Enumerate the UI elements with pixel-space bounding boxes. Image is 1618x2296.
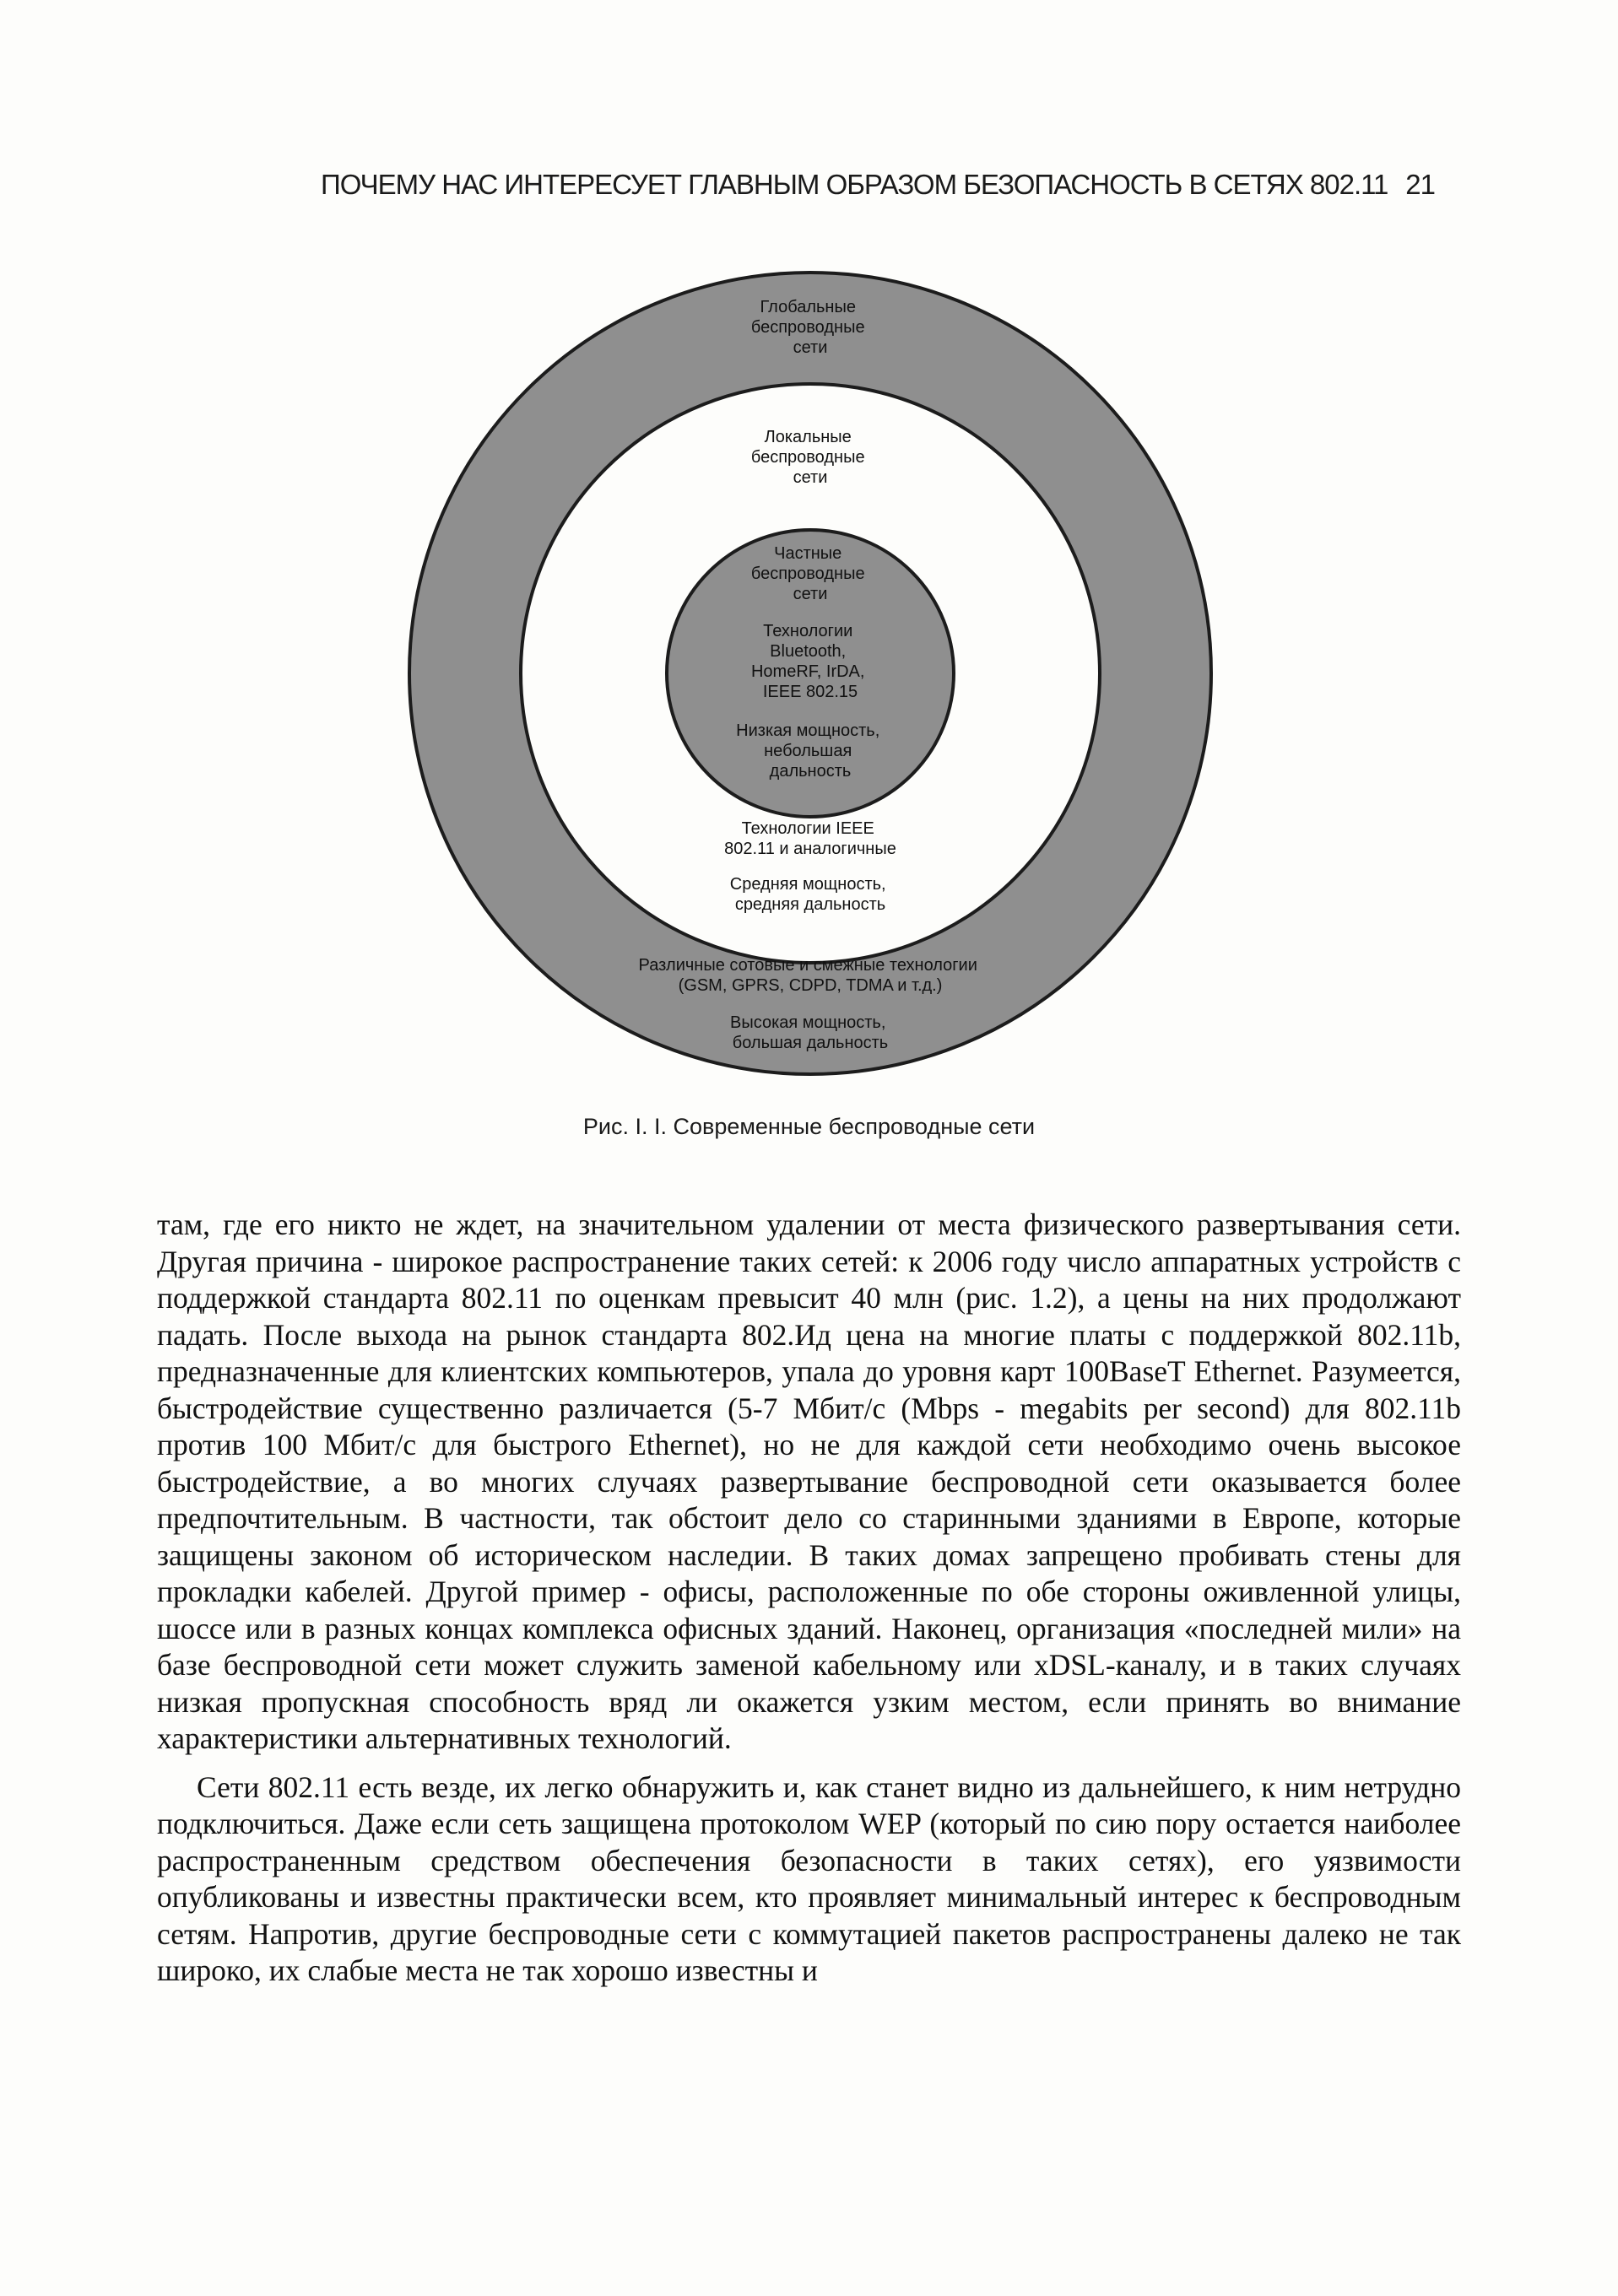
outer-tech-line: (GSM, GPRS, CDPD, TDMA и т.д.) xyxy=(678,976,943,995)
inner-tech-line: Bluetooth, xyxy=(770,642,847,661)
body-text xyxy=(157,1207,1461,1990)
inner-tech-line: IEEE 802.15 xyxy=(762,683,858,701)
outer-title-line: беспроводные xyxy=(750,318,865,337)
running-title: ПОЧЕМУ НАС ИНТЕРЕСУЕТ ГЛАВНЫМ ОБРАЗОМ БЕЗОПАСНОСТЬ В СЕТЯХ 802.11 xyxy=(321,169,1388,200)
figure-caption: Рис. I. I. Современные беспроводные сети xyxy=(582,1114,1036,1139)
middle-title-line: беспроводные xyxy=(750,448,865,467)
outer-title-line: сети xyxy=(793,338,828,357)
outer-power-line: большая дальность xyxy=(732,1034,889,1052)
outer-tech-line: Различные сотовые и смежные технологии xyxy=(638,956,977,975)
outer-power-line: Высокая мощность, xyxy=(730,1013,886,1032)
inner-power-line: дальность xyxy=(769,762,852,781)
inner-power-line: небольшая xyxy=(764,742,852,760)
running-head xyxy=(321,169,1435,201)
middle-tech-line: Технологии IEEE xyxy=(741,819,874,838)
middle-title-line: сети xyxy=(793,468,828,487)
middle-title-line: Локальные xyxy=(764,428,852,446)
inner-title-line: сети xyxy=(793,585,828,603)
inner-tech-line: Технологии xyxy=(763,622,853,640)
outer-title-line: Глобальные xyxy=(760,298,856,316)
inner-title-line: беспроводные xyxy=(750,565,865,583)
paragraph: там, где его никто не ждет, на значительном удалении от места физического развертывания сети. Другая причина - широкое распространение таких сетей: к 2006 году число аппаратных устройств с поддержкой стандарта 802.11 по оценкам превысит 40 млн (рис. 1.2), а цены на них продолжают падать. После выхода на рынок стандарта 802.Ид цена на многие платы с поддержкой 802.11b, предназначенные для клиентских компьютеров, упала до уровня карт 100BaseT Ethernet. Разумеется, быстродействие существенно различается (5-7 Мбит/с (Mbps - megabits per second) для 802.11b против 100 Мбит/с для быстрого Ethernet), но не для каждой сети необходимо очень высокое быстродействие, а во многих случаях развертывание беспроводной сети оказывается более предпочтительным. В частности, так обстоит дело со старинными зданиями в Европе, которые защищены законом об историческом наследии. В таких домах запрещено пробивать стены для прокладки кабелей. Другой пример - офисы, расположенные по обе стороны оживленной улицы, шоссе или в разных концах комплекса офисных зданий. Наконец, организация «последней мили» на базе беспроводной сети может служить заменой кабельному или xDSL-каналу, и в таких случаях низкая пропускная способность вряд ли окажется узким местом, если принять во внимание характеристики альтернативных технологий. xyxy=(157,1207,1461,1755)
figure-wireless-networks xyxy=(397,251,1224,1095)
inner-tech-line: HomeRF, IrDA, xyxy=(750,662,865,681)
paragraph: Сети 802.11 есть везде, их легко обнаружить и, как станет видно из дальнейшего, к ним нетрудно подключиться. Даже если сеть защищена протоколом WEP (который по сию пору остается наиболее распространенным средством обеспечения безопасности в таких сетях), его уязвимости опубликованы и известны практически всем, кто проявляет минимальный интерес к беспроводным сетям. Напротив, другие беспроводные сети с коммутацией пакетов распространены далеко не так широко, их слабые места не так хорошо известны и xyxy=(157,1769,1461,1987)
inner-title-line: Частные xyxy=(774,544,842,563)
nested-circles-diagram xyxy=(397,251,1224,1095)
middle-power-line: средняя дальность xyxy=(734,895,886,914)
middle-power-line: Средняя мощность, xyxy=(729,875,886,894)
inner-power-line: Низкая мощность, xyxy=(736,721,880,740)
page-number: 21 xyxy=(1405,169,1435,200)
middle-tech-line: 802.11 и аналогичные xyxy=(724,840,896,858)
